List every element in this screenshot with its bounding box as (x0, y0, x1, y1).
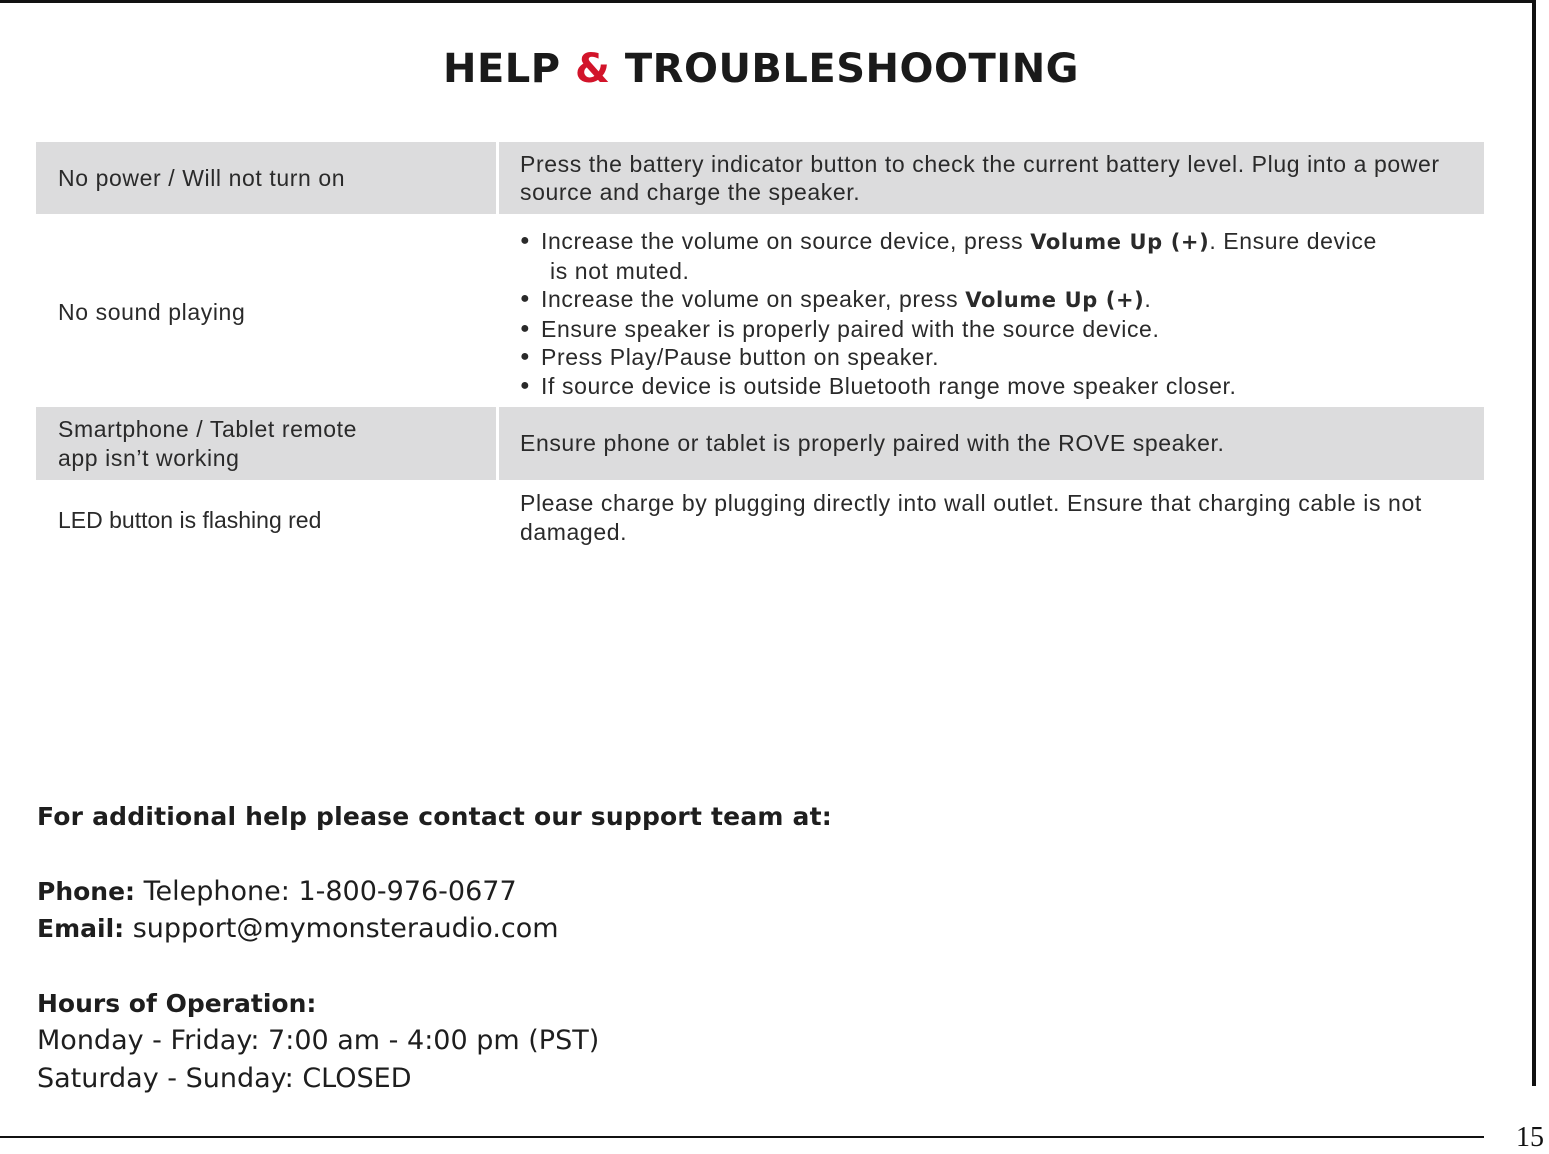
bullet-text: Increase the volume on source device, press (541, 228, 1031, 254)
bullet-text: If source device is outside Bluetooth range move speaker closer. (541, 372, 1237, 399)
bottom-rule (0, 1136, 1484, 1138)
table-row (36, 407, 1484, 480)
problem-cell (36, 217, 496, 407)
solution-text: Please charge by plugging directly into wall outlet. Ensure that charging cable is not damaged. (520, 490, 1422, 545)
right-margin-rule (1532, 0, 1536, 1086)
solution-bullet-list (520, 227, 1377, 400)
list-item (520, 343, 1377, 372)
problem-text: LED button is flashing red (58, 507, 322, 533)
solution-text: Press the battery indicator button to check the current battery level. Plug into a power source and charge the speaker. (520, 150, 1440, 205)
email-value: support@mymonsteraudio.com (132, 913, 559, 944)
problem-text: No sound playing (58, 298, 246, 325)
list-item (520, 372, 1377, 401)
top-rule (0, 0, 1536, 3)
phone-label: Phone: (37, 876, 136, 906)
title-troubleshooting: TROUBLESHOOTING (624, 46, 1079, 92)
solution-cell (499, 142, 1484, 214)
page-number: 15 (1516, 1122, 1544, 1153)
list-item (520, 285, 1377, 315)
hours-weekday: Monday - Friday: 7:00 am - 4:00 pm (PST) (37, 1025, 600, 1056)
solution-text: Ensure phone or tablet is properly paired with the ROVE speaker. (520, 430, 1225, 457)
bullet-continuation: is not muted. (550, 257, 690, 284)
email-label: Email: (37, 914, 125, 943)
contact-heading: For additional help please contact our support team at: (37, 802, 832, 831)
email-line (37, 910, 832, 948)
contact-section (37, 798, 832, 1097)
problem-text (58, 415, 357, 472)
bullet-text: . (1144, 286, 1152, 312)
solution-cell (499, 407, 1484, 480)
problem-cell (36, 407, 496, 480)
list-item (520, 315, 1377, 344)
page-title (0, 46, 1522, 92)
volume-up-label: Volume Up (+) (965, 288, 1145, 312)
title-help: HELP (442, 46, 561, 92)
table-row (36, 483, 1484, 553)
table-row (36, 142, 1484, 214)
hours-heading: Hours of Operation: (37, 988, 317, 1018)
list-item (520, 227, 1377, 285)
troubleshooting-table (36, 142, 1484, 553)
problem-cell (36, 483, 496, 553)
solution-cell (499, 217, 1484, 407)
volume-up-label: Volume Up (+) (1030, 230, 1210, 254)
table-row (36, 217, 1484, 407)
title-ampersand: & (575, 46, 611, 92)
solution-cell (499, 483, 1484, 553)
problem-cell (36, 142, 496, 214)
problem-line: Smartphone / Tablet remote (58, 416, 358, 442)
problem-text: No power / Will not turn on (58, 164, 346, 191)
bullet-text: Increase the volume on speaker, press (541, 286, 966, 312)
phone-line (37, 873, 832, 911)
problem-line: app isn’t working (58, 444, 240, 471)
phone-value: Telephone: 1-800-976-0677 (143, 875, 517, 907)
bullet-text: Press Play/Pause button on speaker. (541, 344, 940, 370)
hours-weekend: Saturday - Sunday: CLOSED (37, 1062, 412, 1094)
bullet-text: . Ensure device (1209, 228, 1377, 254)
bullet-text: Ensure speaker is properly paired with the source device. (541, 315, 1160, 342)
